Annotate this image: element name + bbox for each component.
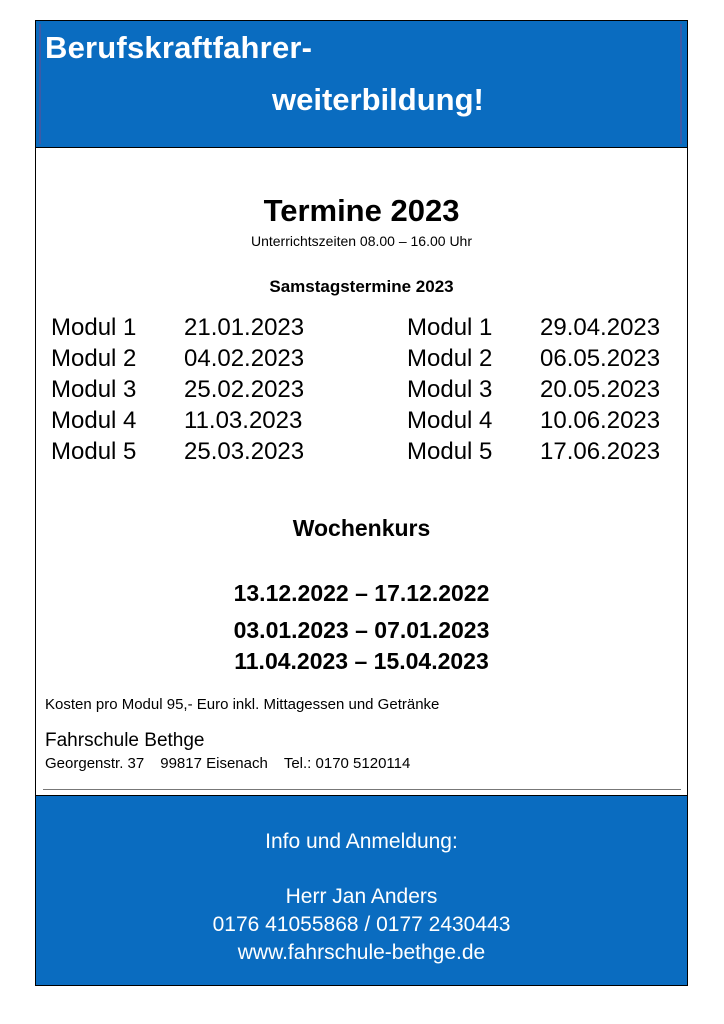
website-link[interactable]: www.fahrschule-bethge.de (237, 941, 486, 964)
modul-label: Modul 3 (51, 376, 137, 403)
divider (43, 789, 681, 790)
schedule-row (51, 312, 331, 343)
schedule-row (407, 312, 687, 343)
termine-heading: Termine 2023 (263, 193, 460, 228)
modul-date: 25.02.2023 (184, 376, 305, 403)
schedule-row (407, 436, 687, 467)
modul-date: 29.04.2023 (540, 314, 661, 341)
schedule-row (51, 343, 331, 374)
modul-label: Modul 1 (407, 314, 493, 341)
school-street: Georgenstr. 37 (45, 755, 145, 772)
schedule-row (51, 374, 331, 405)
samstagstermine-heading: Samstagstermine 2023 (269, 277, 454, 296)
wochenkurs-heading: Wochenkurs (292, 515, 431, 541)
schedule-left-column (51, 312, 331, 467)
info-heading: Info und Anmeldung: (265, 830, 458, 853)
schedule-row (51, 436, 331, 467)
modul-label: Modul 3 (407, 376, 493, 403)
modul-date: 10.06.2023 (540, 407, 661, 434)
modul-label: Modul 1 (51, 314, 137, 341)
contact-name: Herr Jan Anders (285, 885, 438, 908)
schedule-row (407, 405, 687, 436)
modul-label: Modul 4 (407, 407, 493, 434)
modul-date: 20.05.2023 (540, 376, 661, 403)
schedule-row (407, 374, 687, 405)
modul-date: 06.05.2023 (540, 345, 661, 372)
schedule-row (51, 405, 331, 436)
wochenkurs-date: 03.01.2023 – 07.01.2023 (233, 617, 490, 643)
modul-date: 11.03.2023 (184, 407, 303, 434)
title-line-1: Berufskraftfahrer- (45, 30, 313, 65)
schedule-right-column (407, 312, 687, 467)
modul-label: Modul 5 (51, 438, 137, 465)
modul-date: 17.06.2023 (540, 438, 661, 465)
wochenkurs-date: 13.12.2022 – 17.12.2022 (233, 580, 490, 606)
modul-label: Modul 2 (407, 345, 493, 372)
unterrichtszeiten: Unterrichtszeiten 08.00 – 16.00 Uhr (250, 233, 472, 249)
contact-phones: 0176 41055868 / 0177 2430443 (212, 913, 511, 936)
school-phone: Tel.: 0170 5120114 (283, 755, 411, 772)
school-city: 99817 Eisenach (160, 755, 268, 772)
modul-label: Modul 2 (51, 345, 137, 372)
schedule-row (407, 343, 687, 374)
modul-date: 25.03.2023 (184, 438, 305, 465)
kosten-note: Kosten pro Modul 95,- Euro inkl. Mittagessen und Getränke (45, 696, 440, 713)
title-line-2: weiterbildung! (272, 82, 484, 117)
modul-date: 04.02.2023 (184, 345, 305, 372)
modul-label: Modul 5 (407, 438, 493, 465)
school-address (45, 755, 426, 772)
modul-label: Modul 4 (51, 407, 137, 434)
school-name: Fahrschule Bethge (45, 730, 205, 751)
wochenkurs-date: 11.04.2023 – 15.04.2023 (234, 648, 489, 674)
modul-date: 21.01.2023 (184, 314, 305, 341)
